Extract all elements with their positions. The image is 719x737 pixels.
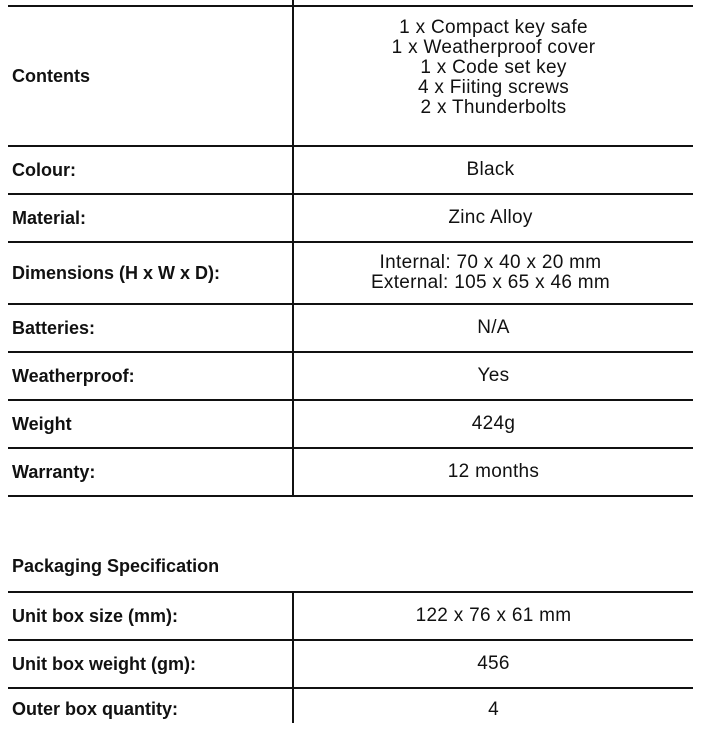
dimensions-external: External: 105 x 65 x 46 mm bbox=[370, 272, 611, 293]
row-value: Zinc Alloy bbox=[448, 207, 533, 228]
section-title: Packaging Specification bbox=[12, 556, 220, 576]
row-value bbox=[294, 7, 693, 145]
row-label: Outer box quantity: bbox=[12, 699, 178, 719]
row-value: 122 x 76 x 61 mm bbox=[415, 605, 572, 626]
packaging-table bbox=[8, 593, 693, 737]
table-row-contents bbox=[8, 7, 693, 147]
row-value: 456 bbox=[477, 653, 510, 674]
table-row-unit-box-weight bbox=[8, 641, 693, 689]
table-row-unit-box-size bbox=[8, 593, 693, 641]
dimensions-internal: Internal: 70 x 40 x 20 mm bbox=[379, 252, 602, 273]
table-row-dimensions bbox=[8, 243, 693, 305]
row-label: Warranty: bbox=[12, 461, 96, 482]
table-row-weatherproof bbox=[8, 353, 693, 401]
row-value: Yes bbox=[477, 365, 510, 386]
row-value: 4 bbox=[488, 699, 499, 720]
table-row-batteries bbox=[8, 305, 693, 353]
row-value: 12 months bbox=[447, 461, 540, 482]
row-label: Weatherproof: bbox=[12, 365, 135, 386]
row-value: 424g bbox=[471, 413, 516, 434]
row-label: Unit box size (mm): bbox=[12, 605, 179, 626]
row-label: Dimensions (H x W x D): bbox=[12, 262, 221, 283]
product-spec-table bbox=[8, 7, 693, 497]
contents-line: 1 x Weatherproof cover bbox=[391, 37, 596, 58]
row-label: Material: bbox=[12, 207, 87, 228]
table-row-weight bbox=[8, 401, 693, 449]
row-label: Batteries: bbox=[12, 317, 96, 338]
table-row-warranty bbox=[8, 449, 693, 497]
row-value: N/A bbox=[477, 317, 510, 338]
table-row-outer-box-quantity bbox=[8, 689, 693, 737]
contents-line: 1 x Code set key bbox=[420, 57, 567, 78]
row-label: Colour: bbox=[12, 159, 76, 180]
table-row-material bbox=[8, 195, 693, 243]
contents-line: 2 x Thunderbolts bbox=[420, 97, 567, 118]
row-label: Weight bbox=[12, 413, 72, 434]
row-value bbox=[288, 243, 693, 303]
contents-line: 1 x Compact key safe bbox=[399, 17, 588, 38]
row-label: Unit box weight (gm): bbox=[12, 653, 196, 674]
table-row-colour bbox=[8, 147, 693, 195]
contents-line: 4 x Fiiting screws bbox=[417, 77, 570, 98]
row-label: Contents bbox=[12, 65, 90, 86]
row-value: Black bbox=[466, 159, 515, 180]
